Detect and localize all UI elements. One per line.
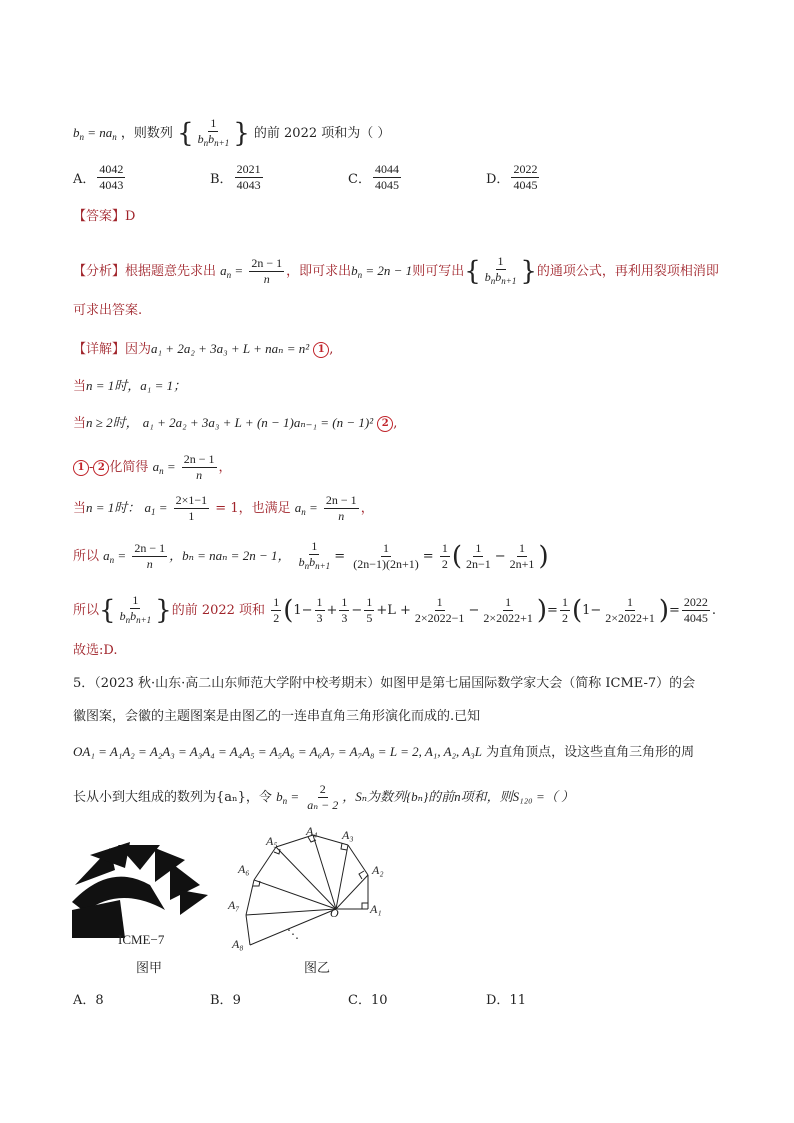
point-a7: A₇ xyxy=(228,898,240,912)
figure-a-caption: ICME−7 xyxy=(118,932,165,947)
point-a2: A₂ xyxy=(372,863,384,877)
logo-shape xyxy=(180,890,208,915)
answer-line: 【答案】D xyxy=(73,209,136,224)
figure-a-icme-logo xyxy=(70,840,210,940)
figure-b-label: 图乙 xyxy=(304,961,331,976)
q4-bn: b xyxy=(73,125,80,140)
detail-conclusion: 故选:D. xyxy=(73,643,118,658)
detail-line-4: 1 - 2 化简得 $a_n$ = $\frac{2n - 1}{n}$ ， xyxy=(73,452,232,483)
q5-option-b[interactable]: B．9 xyxy=(210,993,241,1008)
q5-line-4: 长从小到大组成的数列为{aₙ}，令 $b_n$ = $\frac{2}{\text{aₙ − 2}}$ ，Sₙ为数列{bₙ}的前n项和，则S₁₂₀ =（ ） xyxy=(73,782,574,812)
continuation-dots: ⋱ xyxy=(287,927,299,941)
detail-line-6: 所以 $a_n$ = $\frac{2n - 1}{n}$ ，bₙ = naₙ = 2n − 1， $\frac{1}{b_nb_{n+1}}$ = $\frac{1}{(2n-1)(2n+1)}$ = $\frac{1}{2}$ ( $\frac{1}{2n-1}$ − $\frac{1}{2n+1}$ ) xyxy=(73,539,549,572)
analysis-line-2: 可求出答案. xyxy=(73,303,143,318)
q5-option-d[interactable]: D．11 xyxy=(486,993,526,1008)
detail-line-5: 当n = 1时： $a_1$ = $\frac{2\times 1-1}{1}$ = 1，也满足 $a_n$ = $\frac{2n - 1}{n}$ ， xyxy=(73,493,374,523)
point-a4: A₄ xyxy=(306,824,318,838)
detail-line-1: 【详解】因为a₁ + 2a₂ + 3a₃ + L + naₙ = n² 1 , xyxy=(73,341,334,357)
q5-line-1: 5．（2023 秋·山东·高二山东师范大学附中校考期末）如图甲是第七届国际数学家大会（简称 ICME-7）的会 xyxy=(73,676,696,691)
q4-fraction: $\frac{1}{b_nb_{n+1}}$ xyxy=(197,116,230,148)
point-a6: A₆ xyxy=(238,862,250,876)
q4-option-b[interactable]: B． $\frac{2021}{4043}$ xyxy=(210,162,261,192)
q5-option-a[interactable]: A．8 xyxy=(73,993,104,1008)
figure-b-spiral xyxy=(228,825,398,950)
analysis-line: 【分析】根据题意先求出 $a_n$ = $\frac{2n - 1}{n}$ ，即可求出$b_n = 2n - 1$则可写出{ $\frac{1}{b_nb_{n+1}}$ }的通项公式，再利用裂项相消即 xyxy=(73,254,719,287)
point-a3: A₃ xyxy=(342,828,354,842)
figure-a-label: 图甲 xyxy=(136,961,163,976)
q4-option-c[interactable]: C． $\frac{4044}{4045}$ xyxy=(348,162,399,192)
detail-line-3: 当n ≥ 2时， a₁ + 2a₂ + 3a₃ + L + (n − 1)aₙ₋₁ = (n − 1)² 2 , xyxy=(73,415,398,431)
q5-line-2: 徽图案，会徽的主题图案是由图乙的一连串直角三角形演化而成的.已知 xyxy=(73,709,481,724)
q4-stem: $b_n = na_n$ ，则数列 { $\frac{1}{b_nb_{n+1}}$ } 的前 2022 项和为（ ） xyxy=(73,116,390,151)
point-a8: A₈ xyxy=(232,937,244,951)
q4-option-d[interactable]: D． $\frac{2022}{4045}$ xyxy=(486,162,538,192)
q5-line-3: OA₁ = A₁A₂ = A₂A₃ = A₃A₄ = A₄A₅ = A₅A₆ = A₆A₇ = A₇A₈ = L = 2, A₁, A₂, A₃L 为直角顶点，设这些直角三角形的周 xyxy=(73,744,695,760)
point-a1: A₁ xyxy=(370,902,382,916)
detail-line-7: 所以{ $\frac{1}{b_nb_{n+1}}$ }的前 2022 项和 $\frac{1}{2}$ (1− $\frac{1}{3}$ + $\frac{1}{3}$ − $\frac{1}{5}$ +L + $\frac{1}{2\times 2022-1}$ − $\frac{1}{2\times 2022+1}$ )= $\frac{1}{2}$ (1− $\frac{1}{2\times 2022+1}$ )= $\frac{2022}{4045}$ . xyxy=(73,593,717,626)
point-o: O xyxy=(330,906,339,920)
q5-option-c[interactable]: C．10 xyxy=(348,993,388,1008)
point-a5: A₅ xyxy=(266,834,278,848)
detail-line-2: 当n = 1时，a₁ = 1； xyxy=(73,378,187,394)
q4-option-a[interactable]: A． $\frac{4042}{4043}$ xyxy=(73,162,124,192)
